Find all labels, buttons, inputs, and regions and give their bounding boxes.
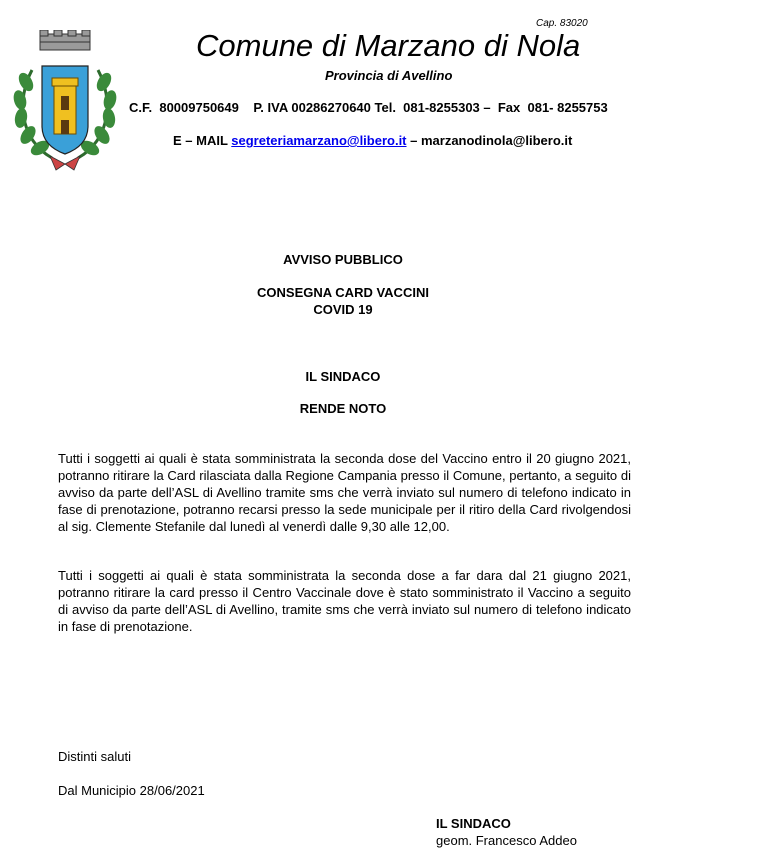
issuer-heading: IL SINDACO: [305, 369, 381, 384]
email-link[interactable]: segreteriamarzano@libero.it: [231, 133, 407, 148]
signer-title: IL SINDACO: [436, 816, 511, 831]
place-date: Dal Municipio 28/06/2021: [58, 783, 205, 798]
announce-heading: RENDE NOTO: [299, 401, 387, 416]
postal-code: Cap. 83020: [536, 18, 588, 29]
closing-greeting: Distinti saluti: [58, 749, 131, 764]
page-title: Comune di Marzano di Nola: [196, 28, 581, 63]
contact-info: C.F. 80009750649 P. IVA 00286270640 Tel. 081-8255303 – Fax 081- 8255753: [129, 100, 608, 115]
email-line: [173, 133, 572, 148]
coat-of-arms-icon: [12, 30, 118, 172]
body-paragraph-2: Tutti i soggetti ai quali è stata somministrata la seconda dose a far dara dal 21 giugno 2021, potranno ritirare la card presso il Centro Vaccinale dove è stato somministrato il Vaccino a seguito di avviso da parte dell’ASL di Avellino, tramite sms che verrà inviato sul numero di telefono indicato in fase di prenotazione.: [58, 568, 631, 634]
notice-subject-line2: COVID 19: [313, 302, 373, 317]
body-paragraph-1: Tutti i soggetti ai quali è stata somministrata la seconda dose del Vaccino entro il 20 giugno 2021, potranno ritirare la Card rilasciata dalla Regione Campania presso il Comune, pertanto, a seguito di avviso da parte dell’ASL di Avellino tramite sms che verrà inviato sul numero di telefono indicato in fase di prenotazione, potranno recarsi presso la sede municipale per il ritiro della Card rivolgendosi al sig. Clemente Stefanile dal lunedì al venerdì dalle 9,30 alle 12,00.: [58, 451, 631, 534]
email-secondary: – marzanodinola@libero.it: [406, 133, 573, 148]
notice-heading: AVVISO PUBBLICO: [283, 252, 403, 267]
notice-subject-line1: CONSEGNA CARD VACCINI: [257, 285, 429, 300]
signer-name: geom. Francesco Addeo: [436, 833, 577, 848]
coat-of-arms-logo: [12, 30, 118, 172]
province-subtitle: Provincia di Avellino: [325, 68, 453, 83]
email-label: E – MAIL: [173, 133, 232, 148]
